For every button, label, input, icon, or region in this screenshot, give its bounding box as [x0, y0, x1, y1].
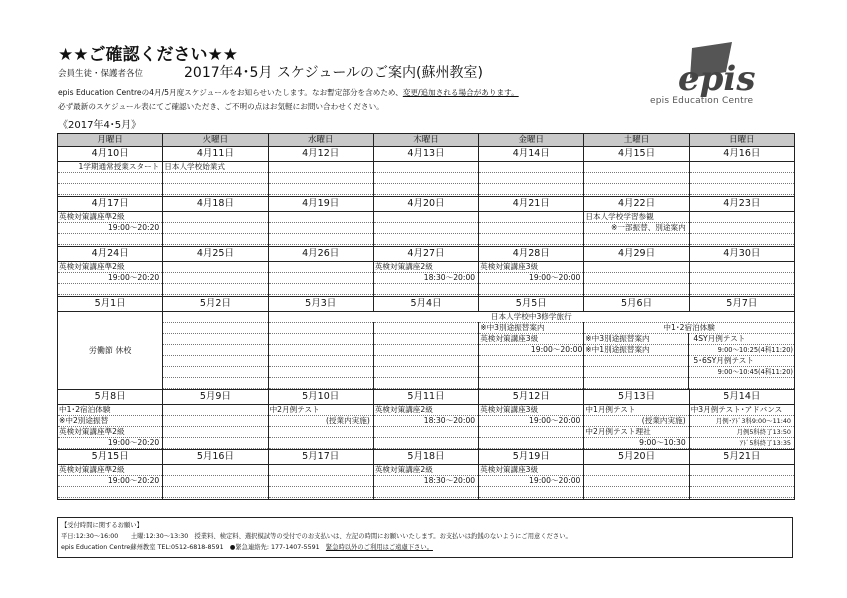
date-cell: 4月19日	[268, 197, 373, 212]
cell-text	[58, 487, 162, 498]
event-cell	[689, 405, 794, 450]
grid-cell: 9:00～10:25(4科11:20)	[689, 345, 794, 356]
date-cell: 5月19日	[479, 450, 584, 465]
date-cell: 4月12日	[268, 147, 373, 162]
grid-cell	[689, 378, 794, 389]
weekday-header: 金曜日	[479, 134, 584, 147]
cell-text	[269, 184, 373, 195]
grid-cell	[479, 356, 584, 367]
camp-label: 中1･2宿泊体験	[584, 323, 794, 334]
cell-text	[58, 173, 162, 184]
cell-text	[374, 173, 478, 184]
page-title: ★★ご確認ください★★	[58, 45, 238, 65]
period-label: 《2017年4･5月》	[58, 120, 142, 131]
weekday-header: 月曜日	[58, 134, 163, 147]
date-cell: 4月16日	[689, 147, 794, 162]
cell-text	[163, 173, 267, 184]
event-cell	[479, 262, 584, 297]
event-cell	[373, 212, 478, 247]
cell-text	[479, 427, 583, 438]
weekday-header: 土曜日	[584, 134, 689, 147]
event-cell	[163, 465, 268, 500]
event-cell	[689, 212, 794, 247]
svg-text:epis: epis	[678, 59, 756, 99]
date-cell: 5月20日	[584, 450, 689, 465]
date-row	[58, 390, 795, 405]
grid-cell	[584, 356, 689, 367]
grid-line	[269, 334, 794, 345]
cell-text: 19:00～20:00	[479, 273, 583, 284]
event-row	[58, 212, 795, 247]
date-cell: 5月7日	[689, 297, 794, 312]
grid-cell: ※中1別途振替案内	[584, 345, 689, 356]
cell-text	[374, 284, 478, 295]
cell-text: (授業内実施)	[269, 416, 373, 427]
date-cell: 4月14日	[479, 147, 584, 162]
grid-cell	[269, 378, 374, 389]
event-cell	[479, 162, 584, 197]
cell-text: 英検対策講座2級	[374, 262, 478, 273]
cell-text: 中3月例テスト･アドバンス	[690, 405, 794, 416]
cell-text	[374, 223, 478, 234]
cell-text	[374, 427, 478, 438]
event-cell	[268, 262, 373, 297]
cell-text	[479, 284, 583, 295]
event-cell	[689, 162, 794, 197]
date-row	[58, 197, 795, 212]
cell-text	[269, 173, 373, 184]
cell-text: 19:00～20:00	[479, 416, 583, 427]
cell-text	[479, 212, 583, 223]
date-row	[58, 247, 795, 262]
date-cell: 5月21日	[689, 450, 794, 465]
grid-cell	[374, 345, 479, 356]
event-cell	[58, 262, 163, 297]
event-cell	[268, 405, 373, 450]
cell-text	[163, 212, 267, 223]
grid-line	[269, 323, 794, 334]
event-cell	[163, 162, 268, 197]
date-cell: 5月13日	[584, 390, 689, 405]
grid-cell: 5･6SY月例テスト	[689, 356, 794, 367]
schedule-table	[57, 133, 795, 500]
cell-text	[374, 184, 478, 195]
cell-text	[690, 487, 794, 498]
cell-text	[163, 367, 267, 378]
holiday-cell	[58, 312, 163, 390]
date-cell: 4月30日	[689, 247, 794, 262]
cell-text: 中2月例テスト	[269, 405, 373, 416]
grid-cell	[479, 378, 584, 389]
event-cell	[584, 262, 689, 297]
grid-cell	[374, 378, 479, 389]
cell-text: 19:00～20:00	[479, 476, 583, 487]
grid-cell	[374, 323, 479, 334]
grid-cell: 19:00～20:00	[479, 345, 584, 356]
footer-line-3: epis Education Centre蘇州教室 TEL:0512-6818-8591 ●緊急連絡先: 177-1407-5591 緊急時以外のご利用はご遠慮下さい。	[61, 544, 433, 551]
cell-text: 19:00～20:20	[58, 438, 162, 449]
cell-text	[269, 427, 373, 438]
cell-text	[690, 184, 794, 195]
multi-day-grid	[269, 312, 794, 389]
cell-text	[163, 465, 267, 476]
date-cell: 4月27日	[373, 247, 478, 262]
event-cell	[479, 465, 584, 500]
cell-text: 月例･ｱﾄﾞ3科9:00～11:40	[690, 416, 794, 427]
cell-text	[163, 356, 267, 367]
cell-text	[163, 312, 267, 323]
cell-text	[269, 262, 373, 273]
grid-cell	[269, 334, 374, 345]
cell-text	[269, 212, 373, 223]
cell-text: 中1月例テスト	[584, 405, 688, 416]
cell-text	[269, 487, 373, 498]
cell-text: ※一部振替、別途案内	[584, 223, 688, 234]
grid-cell	[374, 367, 479, 378]
cell-text	[163, 334, 267, 345]
date-cell: 5月16日	[163, 450, 268, 465]
date-cell: 4月23日	[689, 197, 794, 212]
date-cell: 5月6日	[584, 297, 689, 312]
date-cell: 4月18日	[163, 197, 268, 212]
grid-cell: 9:00～10:45(4科11:20)	[689, 367, 794, 378]
cell-text	[584, 262, 688, 273]
event-cell	[584, 465, 689, 500]
grid-cell	[584, 378, 689, 389]
cell-text	[479, 234, 583, 245]
cell-text: 中2月例テスト理社	[584, 427, 688, 438]
cell-text	[269, 284, 373, 295]
cell-text	[584, 273, 688, 284]
cell-text	[690, 223, 794, 234]
date-row	[58, 297, 795, 312]
cell-text	[690, 273, 794, 284]
cell-text: 9:00～10:30	[584, 438, 688, 449]
cell-text: 英検対策講座2級	[374, 405, 478, 416]
cell-text: 英検対策講座3級	[479, 465, 583, 476]
weekday-header: 日曜日	[689, 134, 794, 147]
date-cell: 5月14日	[689, 390, 794, 405]
grid-cell	[479, 367, 584, 378]
date-cell: 5月12日	[479, 390, 584, 405]
event-cell	[479, 405, 584, 450]
cell-text: 18:30～20:00	[374, 416, 478, 427]
cell-text: 1学期通常授業スタート	[58, 162, 162, 173]
cell-text	[374, 487, 478, 498]
cell-text	[690, 173, 794, 184]
event-cell	[268, 162, 373, 197]
cell-text: 英検対策講座準2級	[58, 427, 162, 438]
grid-line	[269, 345, 794, 356]
grid-cell	[374, 334, 479, 345]
cell-text: 19:00～20:20	[58, 476, 162, 487]
event-cell	[268, 465, 373, 500]
cell-text: 18:30～20:00	[374, 273, 478, 284]
event-cell	[479, 212, 584, 247]
event-row	[58, 262, 795, 297]
cell-text	[163, 323, 267, 334]
date-cell: 5月10日	[268, 390, 373, 405]
date-cell: 4月22日	[584, 197, 689, 212]
cell-text: 19:00～20:20	[58, 223, 162, 234]
schedule-subtitle: 2017年4･5月 スケジュールのご案内(蘇州教室)	[184, 65, 483, 81]
grid-cell	[269, 356, 374, 367]
notice-line-1: epis Education Centreの4月/5月度スケジュールをお知らせいたします。なお暫定部分を含めため、変更/追加される場合があります。	[58, 88, 519, 97]
cell-text	[163, 438, 267, 449]
cell-text	[163, 262, 267, 273]
date-cell: 4月24日	[58, 247, 163, 262]
date-cell: 4月11日	[163, 147, 268, 162]
cell-text	[479, 184, 583, 195]
date-cell: 4月28日	[479, 247, 584, 262]
cell-text	[163, 405, 267, 416]
event-row	[58, 162, 795, 197]
cell-text	[690, 476, 794, 487]
event-cell	[584, 162, 689, 197]
event-cell	[373, 262, 478, 297]
cell-text	[58, 184, 162, 195]
date-cell: 4月10日	[58, 147, 163, 162]
weekday-header: 木曜日	[373, 134, 478, 147]
cell-text	[584, 487, 688, 498]
date-row	[58, 450, 795, 465]
date-cell: 5月3日	[268, 297, 373, 312]
grid-line	[269, 356, 794, 367]
event-cell	[58, 212, 163, 247]
cell-text: ※中2別途振替	[58, 416, 162, 427]
cell-text	[269, 223, 373, 234]
holiday-label: 労働節 休校	[88, 345, 132, 355]
date-cell: 4月20日	[373, 197, 478, 212]
date-cell: 5月1日	[58, 297, 163, 312]
event-cell	[58, 465, 163, 500]
grid-line	[269, 367, 794, 378]
event-cell	[689, 465, 794, 500]
school-trip-label: 日本人学校中3修学旅行	[269, 312, 794, 323]
cell-text	[584, 284, 688, 295]
cell-text	[690, 212, 794, 223]
event-cell	[163, 405, 268, 450]
grid-cell: ※中3別途振替案内	[584, 334, 689, 345]
date-cell: 4月15日	[584, 147, 689, 162]
cell-text	[163, 487, 267, 498]
date-cell: 5月18日	[373, 450, 478, 465]
cell-text	[690, 162, 794, 173]
date-cell: 5月17日	[268, 450, 373, 465]
date-cell: 5月8日	[58, 390, 163, 405]
cell-text	[163, 378, 267, 389]
cell-text	[269, 438, 373, 449]
date-cell: 4月17日	[58, 197, 163, 212]
cell-text	[163, 427, 267, 438]
cell-text: (授業内実施)	[584, 416, 688, 427]
cell-text	[163, 223, 267, 234]
cell-text	[479, 223, 583, 234]
cell-text	[163, 416, 267, 427]
grid-line	[269, 312, 794, 323]
cell-text	[479, 173, 583, 184]
event-cell	[163, 262, 268, 297]
event-cell	[373, 465, 478, 500]
footer-line-1: 【受付時間に関するお願い】	[61, 522, 143, 529]
cell-text	[690, 284, 794, 295]
cell-text	[269, 273, 373, 284]
logo-subtitle: epis Education Centre	[650, 96, 754, 106]
grid-line	[269, 378, 794, 389]
cell-text: 日本人学校学習参観	[584, 212, 688, 223]
date-cell: 5月15日	[58, 450, 163, 465]
cell-text	[58, 234, 162, 245]
cell-text	[163, 184, 267, 195]
notice-line-2: 必ず最新のスケジュール表にてご確認いただき、ご不明の点はお気軽にお問い合わせください。	[58, 102, 384, 111]
event-row	[58, 465, 795, 500]
cell-text: 中1･2宿泊体験	[58, 405, 162, 416]
cell-text: 日本人学校始業式	[163, 162, 267, 173]
cell-text	[584, 476, 688, 487]
cell-text: 英検対策講座準2級	[58, 212, 162, 223]
cell-text	[374, 162, 478, 173]
grid-cell: 英検対策講座3級	[479, 334, 584, 345]
cell-text	[163, 273, 267, 284]
event-cell	[584, 405, 689, 450]
grid-cell: ※中3別途振替案内	[479, 323, 584, 334]
date-cell: 5月4日	[373, 297, 478, 312]
event-cell	[58, 162, 163, 197]
grid-cell: 4SY月例テスト	[689, 334, 794, 345]
cell-text: 英検対策講座3級	[479, 262, 583, 273]
event-row	[58, 312, 795, 390]
event-cell	[163, 312, 268, 390]
cell-text	[584, 173, 688, 184]
cell-text: ｱﾄﾞ5科終了13:35	[690, 438, 794, 449]
cell-text: 英検対策講座準2級	[58, 262, 162, 273]
date-cell: 4月26日	[268, 247, 373, 262]
cell-text	[269, 476, 373, 487]
cell-text: 英検対策講座3級	[479, 405, 583, 416]
grid-cell	[269, 367, 374, 378]
date-cell: 5月2日	[163, 297, 268, 312]
grid-cell	[269, 323, 374, 334]
cell-text	[163, 345, 267, 356]
cell-text	[690, 234, 794, 245]
event-cell	[163, 212, 268, 247]
cell-text	[690, 262, 794, 273]
cell-text	[58, 284, 162, 295]
event-cell	[373, 162, 478, 197]
event-cell	[689, 262, 794, 297]
event-cell	[58, 405, 163, 450]
cell-text: 19:00～20:20	[58, 273, 162, 284]
cell-text	[584, 234, 688, 245]
cell-text	[584, 184, 688, 195]
cell-text: 英検対策講座2級	[374, 465, 478, 476]
event-cell	[373, 405, 478, 450]
cell-text	[163, 476, 267, 487]
date-cell: 5月11日	[373, 390, 478, 405]
date-cell: 4月13日	[373, 147, 478, 162]
cell-text	[269, 465, 373, 476]
cell-text	[479, 438, 583, 449]
cell-text	[374, 438, 478, 449]
date-row	[58, 147, 795, 162]
cell-text	[584, 162, 688, 173]
cell-text: 英検対策講座準2級	[58, 465, 162, 476]
grid-cell	[269, 345, 374, 356]
date-cell: 4月25日	[163, 247, 268, 262]
cell-text	[163, 234, 267, 245]
cell-text	[479, 162, 583, 173]
cell-text	[374, 212, 478, 223]
cell-text: 月例5科終了13:50	[690, 427, 794, 438]
date-cell: 4月21日	[479, 197, 584, 212]
grid-cell	[584, 367, 689, 378]
grid-cell	[374, 356, 479, 367]
cell-text: 18:30～20:00	[374, 476, 478, 487]
event-cell	[268, 212, 373, 247]
event-cell	[584, 212, 689, 247]
date-cell: 5月9日	[163, 390, 268, 405]
cell-text	[374, 234, 478, 245]
event-row	[58, 405, 795, 450]
weekday-header: 火曜日	[163, 134, 268, 147]
weekday-header: 水曜日	[268, 134, 373, 147]
cell-text	[163, 284, 267, 295]
audience-text: 会員生徒・保護者各位	[58, 69, 144, 79]
date-cell: 5月5日	[479, 297, 584, 312]
footer-notice	[57, 517, 793, 558]
cell-text	[584, 465, 688, 476]
cell-text	[690, 465, 794, 476]
cell-text	[269, 234, 373, 245]
multi-day-event-cell	[268, 312, 794, 390]
cell-text	[269, 162, 373, 173]
date-cell: 4月29日	[584, 247, 689, 262]
footer-line-2: 平日:12:30～16:00 土曜:12:30～13:30 授業料、検定料、選択模試等の受付でのお支払いは、左記の時間にお願いいたします。お支払いは釣銭のないようにご用意ください。	[61, 533, 572, 540]
cell-text	[479, 487, 583, 498]
weekday-header-row	[58, 134, 795, 147]
